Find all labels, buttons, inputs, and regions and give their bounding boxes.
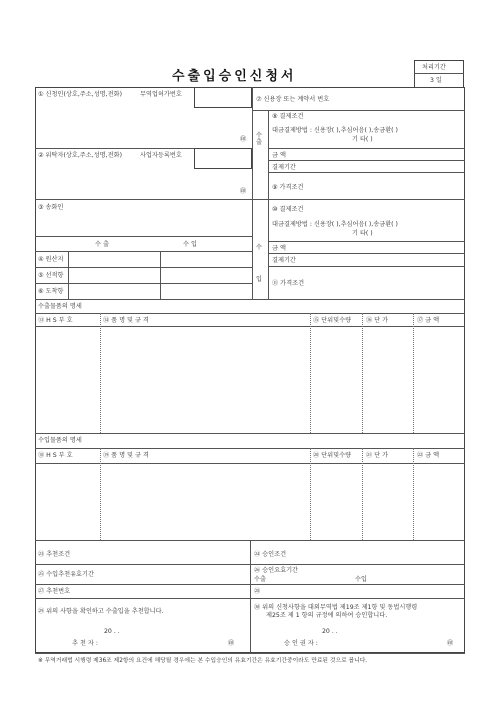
export-price-label: ⑨ 가격조건 bbox=[272, 184, 304, 191]
export-qty-header: ⑮ 단위및수량 bbox=[313, 317, 352, 324]
recommend-date: 20 . . bbox=[104, 628, 120, 635]
footnote: ※ 무역거래법 시행령 제36조 제2항의 요건에 해당될 경우에는 본 수입승인의 유효기간은 유효기간중이라도 만료된 것으로 봅니다. bbox=[38, 658, 368, 664]
processing-period-label: 처리기간 bbox=[422, 64, 446, 71]
approval-cond-label: ㉔ 승인조건 bbox=[254, 551, 287, 558]
biz-reg-no-label: 사업자등록번호 bbox=[140, 152, 182, 159]
recommend-cond-label: ㉓ 추천조건 bbox=[38, 551, 71, 558]
trade-reg-no-box bbox=[194, 87, 252, 108]
approval-valid-label: ㉖ 승인요효기간 bbox=[254, 567, 299, 574]
applicant-seal: ㊞ bbox=[240, 136, 247, 143]
loading-port-label: ⑤ 선적항 bbox=[38, 272, 64, 279]
approve-statement-1: ㉚ 위의 신청사항을 대외무역법 제19조 제1항 및 동법시행령 bbox=[254, 604, 418, 611]
recommend-statement: ㉙ 위의 사항을 확인하고 수출입을 추천합니다. bbox=[38, 608, 164, 615]
export-price-header: ⑯ 단 가 bbox=[366, 317, 389, 324]
export-period-label: 결제기간 bbox=[272, 164, 296, 171]
recommender-seal: ㊞ bbox=[228, 640, 235, 647]
applicant-label: ① 신청인(상호,주소,성명,전화) bbox=[38, 91, 122, 98]
import-period-label: 결제기간 bbox=[272, 257, 296, 264]
export-amount-label: 금 액 bbox=[272, 152, 286, 159]
approver-seal: ㊞ bbox=[447, 640, 454, 647]
export-amount-header: ⑰ 금 액 bbox=[417, 317, 440, 324]
import-qty-header: ⑳ 단위및수량 bbox=[313, 452, 352, 459]
approver-label: 승 인 권 자 : bbox=[284, 640, 318, 647]
entrusting-label: ② 위탁자(상호,주소,성명,전화) bbox=[38, 152, 122, 159]
import-goods-caption: 수입물품의 명세 bbox=[38, 437, 82, 444]
import-amount-header: ㉒ 금 액 bbox=[417, 452, 440, 459]
export-payment-method: 대금결제방법 : 신용장( ),추심어음( ),송금환( ) bbox=[272, 127, 398, 134]
valid-import-label: 수입 bbox=[355, 576, 367, 583]
processing-period-value: 3 일 bbox=[430, 77, 442, 84]
approval-no-label: ㉘ bbox=[254, 588, 261, 595]
trade-reg-no-label: 무역업허가번호 bbox=[140, 91, 182, 98]
export-name-header: ⑭ 품 명 및 규 격 bbox=[103, 317, 149, 324]
buyer-label: ③ 송화인 bbox=[38, 204, 64, 211]
import-payment-other: 기 타( ) bbox=[352, 230, 373, 237]
export-payment-label: ⑧ 결제조건 bbox=[272, 113, 304, 120]
recommender-label: 추 천 자 : bbox=[72, 640, 98, 647]
biz-reg-no-box bbox=[194, 148, 252, 169]
arrival-port-label: ⑥ 도착항 bbox=[38, 288, 64, 295]
import-amount-label: 금 액 bbox=[272, 245, 286, 252]
recommend-valid-label: ㉕ 수입추천유효기간 bbox=[38, 571, 94, 578]
col-import-label: 수 입 bbox=[183, 241, 197, 248]
lc-number-label: ⑦ 신용장 또는 계약서 번호 bbox=[256, 96, 330, 103]
approve-statement-2: 제25조 제 1 항의 규정에 의하여 승인합니다. bbox=[266, 612, 388, 619]
import-payment-label: ⑩ 결제조건 bbox=[272, 206, 304, 213]
export-hs-header: ⑬ H S 부 호 bbox=[38, 317, 73, 324]
import-price-header: ㉑ 단 가 bbox=[366, 452, 389, 459]
import-hs-header: ⑱ H S 부 호 bbox=[38, 452, 73, 459]
recommend-no-label: ㉗ 추천번호 bbox=[38, 588, 71, 595]
col-export-label: 수 출 bbox=[95, 241, 109, 248]
form-title: 수출입승인신청서 bbox=[172, 69, 297, 84]
approve-date: 20 . . bbox=[322, 628, 338, 635]
origin-label: ④ 원산지 bbox=[38, 256, 64, 263]
import-payment-method: 대금결제방법 : 신용장( ),추심어음( ),송금환( ) bbox=[272, 221, 398, 228]
valid-export-label: 수출 bbox=[254, 576, 266, 583]
export-side-label: 수 출 bbox=[256, 132, 262, 146]
import-name-header: ⑲ 품 명 및 규 격 bbox=[103, 452, 149, 459]
export-payment-other: 기 타( ) bbox=[352, 136, 373, 143]
import-side-label: 수 입 bbox=[256, 244, 262, 283]
export-goods-caption: 수출물품의 명세 bbox=[38, 303, 82, 310]
entrusting-seal: ㊞ bbox=[240, 188, 247, 195]
import-price-label: ⑪ 가격조건 bbox=[272, 280, 305, 287]
